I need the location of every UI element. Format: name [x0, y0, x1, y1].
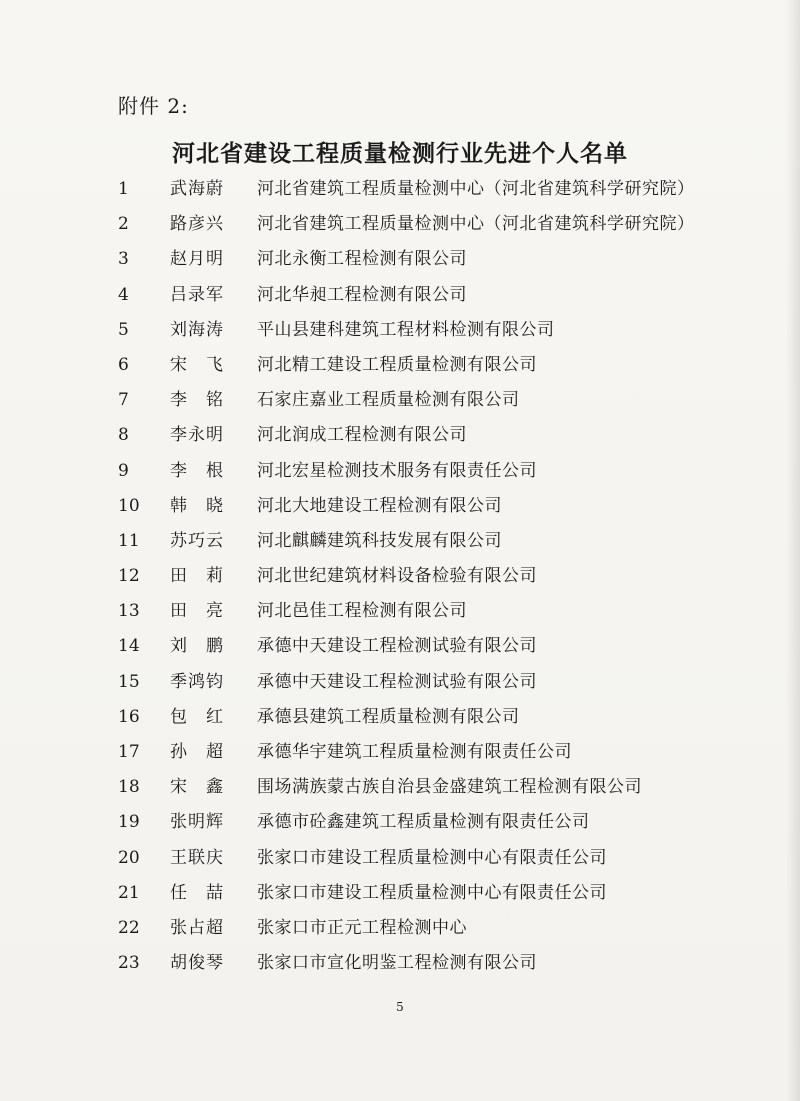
entry-organization: 张家口市建设工程质量检测中心有限责任公司 [257, 882, 607, 903]
entry-person-name: 宋 飞 [170, 354, 224, 375]
list-item [0, 911, 800, 946]
list-item [0, 594, 800, 629]
entry-organization: 河北世纪建筑材料设备检验有限公司 [257, 566, 537, 587]
entry-person-name: 季鸿钧 [170, 671, 224, 692]
entry-person-name: 孙 超 [170, 742, 224, 762]
list-item [0, 454, 800, 489]
list-item [0, 489, 800, 524]
entry-person-name: 胡俊琴 [170, 953, 224, 974]
entry-organization: 张家口市正元工程检测中心 [257, 917, 467, 938]
entry-organization: 围场满族蒙古族自治县金盛建筑工程检测有限公司 [257, 777, 642, 798]
attachment-label: 附件 2: [118, 94, 189, 118]
entry-person-name: 任 喆 [170, 882, 224, 903]
entry-number: 7 [118, 390, 129, 411]
entry-number: 3 [118, 249, 129, 270]
entry-organization: 承德华宇建筑工程质量检测有限责任公司 [257, 742, 572, 762]
entry-number: 15 [118, 671, 140, 692]
entry-number: 12 [118, 566, 140, 587]
entry-person-name: 刘海涛 [170, 319, 224, 340]
list-item [0, 770, 800, 805]
entry-number: 16 [118, 706, 140, 727]
entry-person-name: 包 红 [170, 706, 224, 727]
entry-organization: 河北永衡工程检测有限公司 [257, 249, 467, 270]
entry-number: 5 [118, 319, 129, 340]
entry-organization: 河北大地建设工程检测有限公司 [257, 495, 502, 516]
list-item [0, 418, 800, 453]
entry-organization: 河北精工建设工程质量检测有限公司 [257, 354, 537, 375]
entry-number: 19 [118, 812, 140, 833]
document-title: 河北省建设工程质量检测行业先进个人名单 [172, 140, 628, 167]
entry-person-name: 武海蔚 [170, 179, 224, 199]
list-item [0, 735, 800, 770]
entry-person-name: 田 亮 [170, 601, 224, 622]
entry-organization: 承德中天建设工程检测试验有限公司 [257, 671, 537, 692]
personnel-list [0, 172, 800, 981]
entry-organization: 承德市砼鑫建筑工程质量检测有限责任公司 [257, 812, 590, 833]
entry-organization: 河北省建筑工程质量检测中心（河北省建筑科学研究院） [257, 179, 695, 199]
list-item [0, 665, 800, 700]
list-item [0, 559, 800, 594]
entry-person-name: 李永明 [170, 425, 224, 446]
entry-number: 6 [118, 354, 129, 375]
list-item [0, 805, 800, 840]
entry-number: 18 [118, 777, 140, 798]
entry-person-name: 张明辉 [170, 812, 224, 833]
entry-person-name: 路彦兴 [170, 214, 224, 235]
list-item [0, 524, 800, 559]
list-item [0, 876, 800, 911]
entry-organization: 河北省建筑工程质量检测中心（河北省建筑科学研究院） [257, 214, 695, 235]
entry-organization: 河北华昶工程检测有限公司 [257, 284, 467, 305]
entry-organization: 承德县建筑工程质量检测有限公司 [257, 706, 520, 727]
entry-person-name: 刘 鹏 [170, 636, 224, 657]
entry-person-name: 宋 鑫 [170, 777, 224, 798]
entry-number: 10 [118, 495, 140, 516]
entry-organization: 河北宏星检测技术服务有限责任公司 [257, 460, 537, 481]
list-item [0, 700, 800, 735]
entry-organization: 平山县建科建筑工程材料检测有限公司 [257, 319, 555, 340]
list-item [0, 313, 800, 348]
list-item [0, 348, 800, 383]
entry-person-name: 吕录军 [170, 284, 224, 305]
list-item [0, 946, 800, 981]
entry-organization: 张家口市建设工程质量检测中心有限责任公司 [257, 847, 607, 868]
entry-organization: 河北麒麟建筑科技发展有限公司 [257, 530, 502, 551]
entry-number: 11 [118, 530, 140, 551]
list-item [0, 383, 800, 418]
entry-number: 1 [118, 179, 129, 199]
list-item [0, 242, 800, 277]
entry-organization: 石家庄嘉业工程质量检测有限公司 [257, 390, 520, 411]
entry-number: 20 [118, 847, 140, 868]
entry-number: 23 [118, 953, 140, 974]
entry-person-name: 韩 晓 [170, 495, 224, 516]
entry-number: 9 [118, 460, 129, 481]
list-item [0, 629, 800, 664]
entry-number: 21 [118, 882, 140, 903]
list-item [0, 207, 800, 242]
entry-organization: 承德中天建设工程检测试验有限公司 [257, 636, 537, 657]
entry-number: 8 [118, 425, 129, 446]
entry-person-name: 李 根 [170, 460, 224, 481]
entry-person-name: 王联庆 [170, 847, 224, 868]
entry-number: 22 [118, 917, 140, 938]
entry-number: 2 [118, 214, 129, 235]
list-item [0, 172, 800, 207]
entry-number: 4 [118, 284, 129, 305]
entry-organization: 河北润成工程检测有限公司 [257, 425, 467, 446]
entry-person-name: 李 铭 [170, 390, 224, 411]
entry-number: 17 [118, 742, 140, 762]
entry-organization: 河北邑佳工程检测有限公司 [257, 601, 467, 622]
entry-person-name: 张占超 [170, 917, 224, 938]
entry-number: 14 [118, 636, 140, 657]
list-item [0, 841, 800, 876]
entry-person-name: 田 莉 [170, 566, 224, 587]
page-number: 5 [396, 1000, 404, 1014]
entry-number: 13 [118, 601, 140, 622]
entry-organization: 张家口市宣化明鉴工程检测有限公司 [257, 953, 537, 974]
list-item [0, 278, 800, 313]
entry-person-name: 赵月明 [170, 249, 224, 270]
entry-person-name: 苏巧云 [170, 530, 224, 551]
